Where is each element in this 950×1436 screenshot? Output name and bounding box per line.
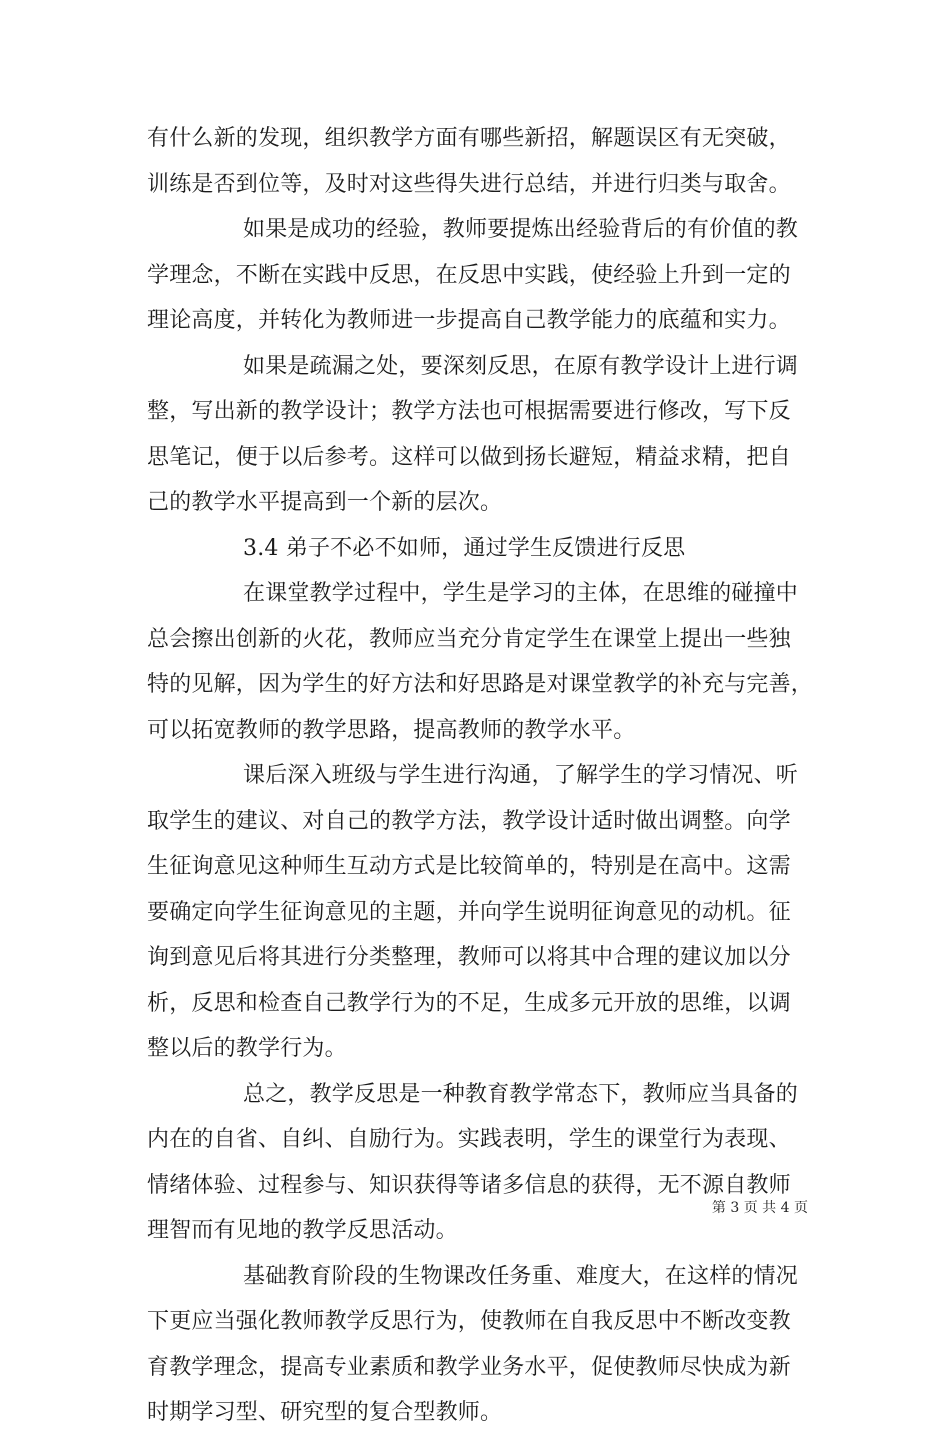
text-line: 取学生的建议、对自己的教学方法，教学设计适时做出调整。向学 bbox=[147, 808, 791, 834]
text-line: 内在的自省、自纠、自励行为。实践表明，学生的课堂行为表现、 bbox=[147, 1127, 791, 1152]
paragraph-basic-education bbox=[147, 1254, 809, 1436]
paragraph-success bbox=[147, 207, 809, 344]
text-line: 要确定向学生征询意见的主题，并向学生说明征询意见的动机。征 bbox=[147, 899, 791, 925]
text-line: 总之，教学反思是一种教育教学常态下，教师应当具备的 bbox=[243, 1081, 799, 1107]
text-line: 课后深入班级与学生进行沟通，了解学生的学习情况、听 bbox=[243, 763, 799, 788]
text-line: 情绪体验、过程参与、知识获得等诸多信息的获得，无不源自教师 bbox=[147, 1172, 791, 1198]
section-heading-3-4 bbox=[147, 526, 809, 572]
paragraph-continued bbox=[147, 116, 809, 207]
document-body bbox=[147, 116, 814, 1436]
text-line: 总会擦出创新的火花，教师应当充分肯定学生在课堂上提出一些独 bbox=[147, 626, 791, 652]
paragraph-classroom bbox=[147, 571, 814, 753]
text-line: 如果是疏漏之处，要深刻反思，在原有教学设计上进行调 bbox=[243, 353, 799, 379]
text-line: 思笔记，便于以后参考。这样可以做到扬长避短，精益求精，把自 bbox=[147, 444, 791, 470]
paragraph-after-class bbox=[147, 753, 809, 1072]
text-line: 有什么新的发现，组织教学方面有哪些新招，解题误区有无突破， bbox=[147, 126, 791, 151]
paragraph-omission bbox=[147, 344, 809, 526]
section-title: 3.4 弟子不必不如师，通过学生反馈进行反思 bbox=[243, 535, 686, 561]
text-line: 询到意见后将其进行分类整理，教师可以将其中合理的建议加以分 bbox=[147, 945, 791, 970]
text-line: 下更应当强化教师教学反思行为，使教师在自我反思中不断改变教 bbox=[147, 1309, 791, 1334]
text-line: 在课堂教学过程中，学生是学习的主体，在思维的碰撞中 bbox=[243, 581, 799, 606]
text-line: 生征询意见这种师生互动方式是比较简单的，特别是在高中。这需 bbox=[147, 854, 791, 879]
text-line: 学理念，不断在实践中反思，在反思中实践，使经验上升到一定的 bbox=[147, 262, 791, 288]
text-line: 析，反思和检查自己教学行为的不足，生成多元开放的思维，以调 bbox=[147, 990, 791, 1016]
text-line: 理论高度，并转化为教师进一步提高自己教学能力的底蕴和实力。 bbox=[147, 308, 791, 333]
text-line: 整，写出新的教学设计；教学方法也可根据需要进行修改，写下反 bbox=[147, 399, 791, 424]
text-line: 可以拓宽教师的教学思路，提高教师的教学水平。 bbox=[147, 717, 636, 743]
page-number-footer: 第 3 页 共 4 页 bbox=[711, 1200, 808, 1216]
text-line: 理智而有见地的教学反思活动。 bbox=[147, 1218, 458, 1243]
text-line: 时期学习型、研究型的复合型教师。 bbox=[147, 1400, 503, 1425]
text-line: 基础教育阶段的生物课改任务重、难度大，在这样的情况 bbox=[243, 1263, 799, 1289]
text-line: 特的见解，因为学生的好方法和好思路是对课堂教学的补充与完善， bbox=[147, 672, 814, 697]
text-line: 育教学理念，提高专业素质和教学业务水平，促使教师尽快成为新 bbox=[147, 1354, 791, 1380]
text-line: 训练是否到位等，及时对这些得失进行总结，并进行归类与取舍。 bbox=[147, 171, 791, 197]
text-line: 整以后的教学行为。 bbox=[147, 1036, 347, 1061]
paragraph-summary bbox=[147, 1072, 809, 1254]
text-line: 己的教学水平提高到一个新的层次。 bbox=[147, 490, 503, 515]
text-line: 如果是成功的经验，教师要提炼出经验背后的有价值的教 bbox=[243, 217, 799, 242]
